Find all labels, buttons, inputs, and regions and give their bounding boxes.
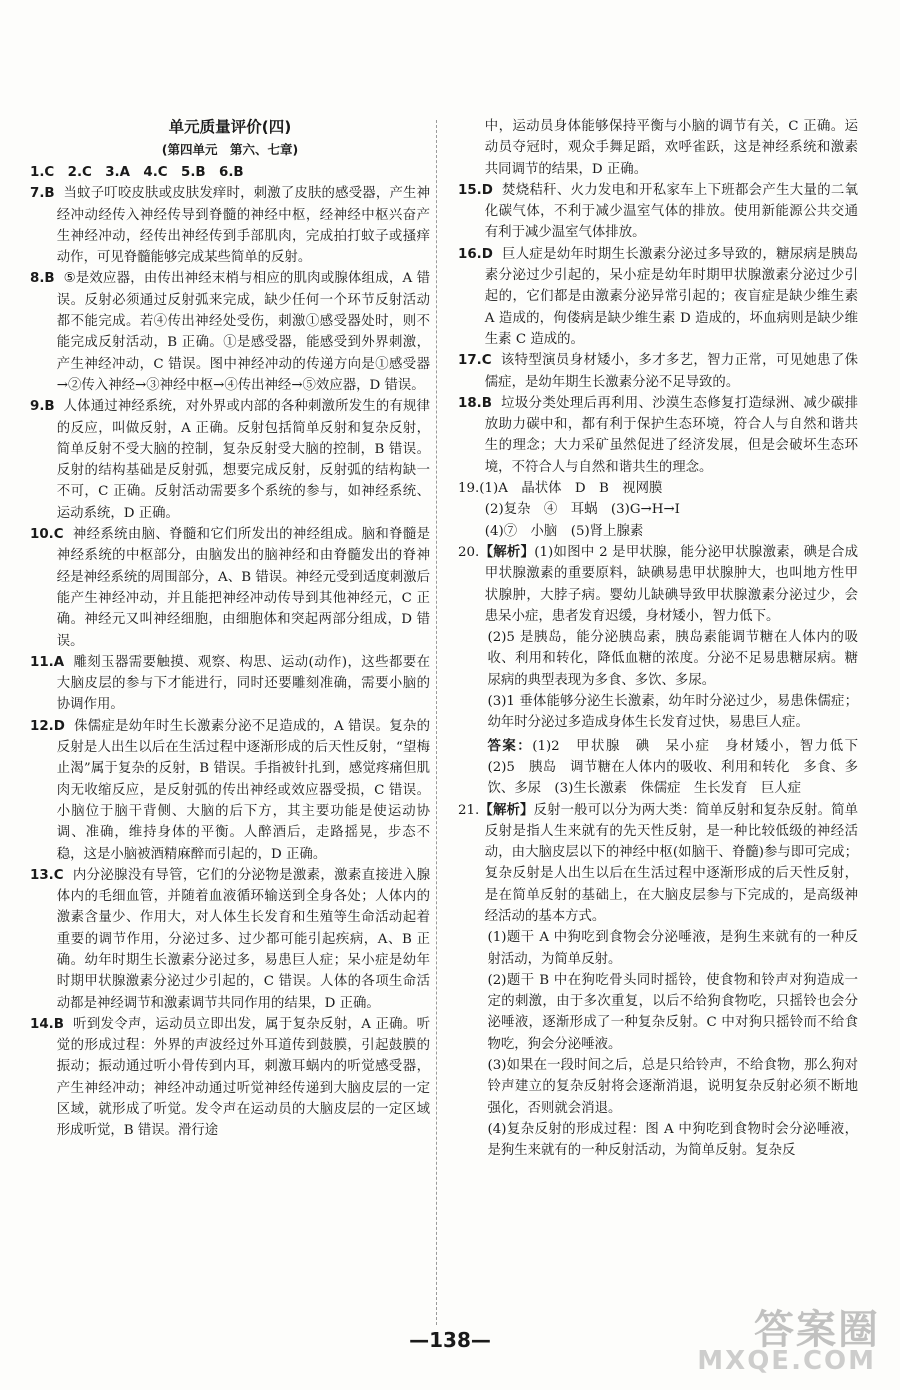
answer-text: ⑤是效应器，由传出神经末梢与相应的肌肉或腺体组成，A 错误。反射必须通过反射弧来完成，缺少任何一个环节反射活动都不能完成。若④传出神经处受伤，刺激①感受器处时，则不能完成反射活动，B 正确。①是感受器，能感受到外界刺激，产生神经冲动，C 错误。图中神经冲动的传递方向是①感受器→②传入神经→③神经中枢→④传出神经→⑤效应器，D 错误。 — [56, 271, 430, 393]
answer-number: 7.B — [30, 186, 55, 202]
watermark-logo — [697, 1298, 880, 1378]
answer-17 — [458, 350, 858, 393]
answer-text: 当蚊子叮咬皮肤或皮肤发痒时，刺激了皮肤的感受器，产生神经冲动经传入神经传导到脊髓的神经中枢，经神经中枢兴奋产生神经冲动，经传出神经传到手部肌肉，完成拍打蚊子或搔痒动作，可见脊髓能够完成某些简单的反射。 — [56, 186, 431, 266]
answer-21-part-1: (1)题干 A 中狗吃到食物会分泌唾液，是狗生来就有的一种反射活动，为简单反射。 — [487, 930, 858, 967]
answer-13 — [30, 865, 430, 1014]
answer-text: 焚烧秸秆、火力发电和开私家车上下班都会产生大量的二氧化碳气体，不利于减少温室气体的排放。使用新能源公共交通有利于减少温室气体排放。 — [484, 182, 859, 241]
answer-number: 21. — [458, 802, 480, 818]
answer-20-answer — [458, 736, 872, 800]
answer-14 — [30, 1014, 430, 1142]
answer-19 — [458, 478, 858, 542]
answer-10 — [30, 524, 430, 652]
answer-20-part-2: (2)5 是胰岛，能分泌胰岛素，胰岛素能调节糖在人体内的吸收、利用和转化，降低血糖的浓度。分泌不足易患糖尿病。糖尿病的典型表现为多食、多饮、多尿。 — [487, 630, 858, 688]
page-number: —138— — [409, 1328, 491, 1352]
answer-19-line-1 — [458, 478, 858, 499]
answer-21-part-4: (4)复杂反射的形成过程：图 A 中狗吃到食物时会分泌唾液，是狗生来就有的一种反射活动，为简单反射。复杂反 — [487, 1121, 858, 1159]
left-column — [30, 116, 430, 1142]
answer-21-part-3: (3)如果在一段时间之后，总是只给铃声，不给食物，那么狗对铃声建立的复杂反射将会逐渐消退，说明复杂反射必须不断地强化，否则就会消退。 — [487, 1058, 858, 1116]
answer-20-part-3: (3)1 垂体能够分泌生长激素，幼年时分泌过少，易患侏儒症；幼年时分泌过多造成身体生长发育过快，易患巨人症。 — [487, 694, 858, 731]
answer-14-continued: 中，运动员身体能够保持平衡与小脑的调节有关，C 正确。运动员夺冠时，观众手舞足蹈，欢呼雀跃，这是神经系统和激素共同调节的结果，D 正确。 — [484, 119, 858, 177]
answer-11 — [30, 652, 430, 716]
answer-number: 8.B — [30, 271, 55, 287]
answer-text: 该特型演员身材矮小，多才多艺，智力正常，可见她患了侏儒症，是幼年期生长激素分泌不足导致的。 — [484, 353, 859, 390]
answer-text: 巨人症是幼年时期生长激素分泌过多导致的，糖尿病是胰岛素分泌过少引起的，呆小症是幼年时期甲状腺激素分泌过少引起的，它们都是由激素分泌异常引起的；夜盲症是缺少维生素 A 造成的，佝偻病是缺少维生素 D 造成的，坏血病则是缺少维生素 C 造成的。 — [484, 246, 859, 347]
answer-16 — [458, 244, 858, 350]
page-subtitle: (第四单元 第六、七章) — [161, 142, 299, 157]
answer-15 — [458, 180, 858, 244]
answer-number: 13.C — [30, 867, 64, 883]
answer-number: 19. — [458, 481, 480, 497]
page-title: 单元质量评价(四) — [168, 118, 292, 136]
answer-text: 神经系统由脑、脊髓和它们所发出的神经组成。脑和脊髓是神经系统的中枢部分，由脑发出的脑神经和由脊髓发出的脊神经是神经系统的周围部分，A、B 错误。神经元受到适度刺激后能产生神经冲动，并且能把神经冲动传导到其他神经元，C 正确。神经元又叫神经细胞，由细胞体和突起两部分组成，D 错误。 — [56, 527, 431, 649]
right-column — [458, 116, 872, 1162]
answer-number: 12.D — [30, 718, 65, 734]
answer-number: 9.B — [30, 399, 55, 415]
answer-text: 内分泌腺没有导管，它们的分泌物是激素，激素直接进入腺体内的毛细血管，并随着血液循环输送到全身各处；人体内的激素含量少、作用大，对人体生长发育和生殖等生命活动起着重要的调节作用，分泌过多、过少都可能引起疾病，A、B 正确。幼年时期生长激素分泌过多，易患巨人症；呆小症是幼年时期甲状腺激素分泌过少引起的，C 错误。人体的各项生命活动都是神经调节和激素调节共同作用的结果，D 正确。 — [56, 867, 431, 1011]
answer-number: 16.D — [458, 246, 493, 262]
answer-number: 11.A — [30, 654, 65, 670]
answer-number: 10.C — [30, 527, 64, 543]
answer-text: (1)如图中 2 是甲状腺，能分泌甲状腺激素，碘是合成甲状腺激素的重要原料，缺碘易患甲状腺肿大，也叫地方性甲状腺肿，大脖子病。婴幼儿缺碘导致甲状腺激素分泌过少，会患呆小症，患者发育迟缓，身材矮小，智力低下。 — [484, 544, 859, 624]
answer-19-line-3: (4)⑦ 小脑 (5)肾上腺素 — [484, 523, 644, 539]
answer-19-line-2: (2)复杂 ④ 耳蜗 (3)G→H→I — [484, 502, 680, 518]
answer-12 — [30, 716, 430, 865]
answers-1-6: 1.C 2.C 3.A 4.C 5.B 6.B — [30, 165, 244, 180]
answer-8 — [30, 268, 430, 396]
watermark-text: 答案圈 — [754, 1307, 880, 1353]
answer-number: 17.C — [458, 353, 492, 369]
answer-text: 垃圾分类处理后再利用、沙漠生态修复打造绿洲、减少碳排放助力碳中和，都有利于保护生态环境，符合人与自然和谐共生的理念；大力采矿虽然促进了经济发展，但是会破坏生态环境，不符合人与自然和谐共生的理念。 — [484, 395, 859, 475]
answer-21-analysis — [458, 800, 858, 928]
answer-21 — [458, 800, 858, 1162]
analysis-tag: 【解析】 — [479, 544, 535, 560]
answer-text: 雕刻玉器需要触摸、观察、构思、运动(动作)，这些都要在大脑皮层的参与下才能进行，同时还要雕刻准确，需要小脑的协调作用。 — [56, 654, 430, 713]
analysis-tag: 【解析】 — [479, 802, 534, 818]
answer-text: 人体通过神经系统，对外界或内部的各种刺激所发生的有规律的反应，叫做反射，A 正确。反射包括简单反射和复杂反射，简单反射不受大脑的控制，复杂反射受大脑的控制，B 错误。反射的结构基础是反射弧，想要完成反射，反射弧的结构缺一不可，C 正确。反射活动需要多个系统的参与，如神经系统、运动系统，D 正确。 — [56, 399, 431, 521]
answer-7 — [30, 183, 430, 268]
answer-text: 听到发令声，运动员立即出发，属于复杂反射，A 正确。听觉的形成过程：外界的声波经过外耳道传到鼓膜，引起鼓膜的振动；振动通过听小骨传到内耳，刺激耳蜗内的听觉感受器，产生神经冲动；神经冲动通过听觉神经传递到大脑皮层的一定区域，就形成了听觉。发令声在运动员的大脑皮层的一定区域形成听觉，B 错误。滑行途 — [56, 1016, 430, 1139]
answer-21-part-2: (2)题干 B 中在狗吃骨头同时摇铃，使食物和铃声对狗造成一定的刺激，由于多次重复，以后不给狗食物吃，只摇铃也会分泌唾液，逐渐形成了一种复杂反射。C 中对狗只摇铃而不给食物吃，狗会分泌唾液。 — [487, 972, 858, 1052]
answer-text: (1)A 晶状体 D B 视网膜 — [479, 481, 663, 497]
answer-text: 反射一般可以分为两大类：简单反射和复杂反射。简单反射是指人生来就有的先天性反射，是一种比较低级的神经活动，由大脑皮层以下的神经中枢(如脑干、脊髓)参与即可完成；复杂反射是人出生以后在生活过程中逐渐形成的后天性反射，是在简单反射的基础上，在大脑皮层参与下完成的，是高级神经活动的基本方式。 — [484, 802, 859, 924]
answer-number: 18.B — [458, 395, 492, 411]
watermark-url: MXQE.COM — [697, 1346, 876, 1376]
answer-20 — [458, 542, 872, 800]
answer-text: 侏儒症是幼年时生长激素分泌不足造成的，A 错误。复杂的反射是人出生以后在生活过程中逐渐形成的后天性反射，“望梅止渴”属于复杂的反射，B 错误。手指被针扎到，感觉疼痛但肌肉无收缩反应，是反射弧的传出神经或效应器受损，C 错误。小脑位于脑干背侧、大脑的后下方，其主要功能是使运动协调、准确，维持身体的平衡。人醉酒后，走路摇晃，步态不稳，这是小脑被酒精麻醉而引起的，D 正确。 — [56, 718, 430, 862]
answer-number: 14.B — [30, 1016, 64, 1032]
answer-9 — [30, 396, 430, 524]
answer-number: 15.D — [458, 182, 493, 198]
answer-20-analysis — [458, 542, 858, 627]
column-divider — [436, 120, 437, 1325]
answer-text: (1)2 甲状腺 碘 呆小症 身材矮小，智力低下 (2)5 胰岛 调节糖在人体内的吸收、利用和转化 多食、多饮、多尿 (3)生长激素 侏儒症 生长发育 巨人症 — [487, 738, 872, 797]
answer-18 — [458, 393, 858, 478]
answer-tag: 答案： — [487, 738, 533, 754]
answer-number: 20. — [458, 544, 480, 560]
